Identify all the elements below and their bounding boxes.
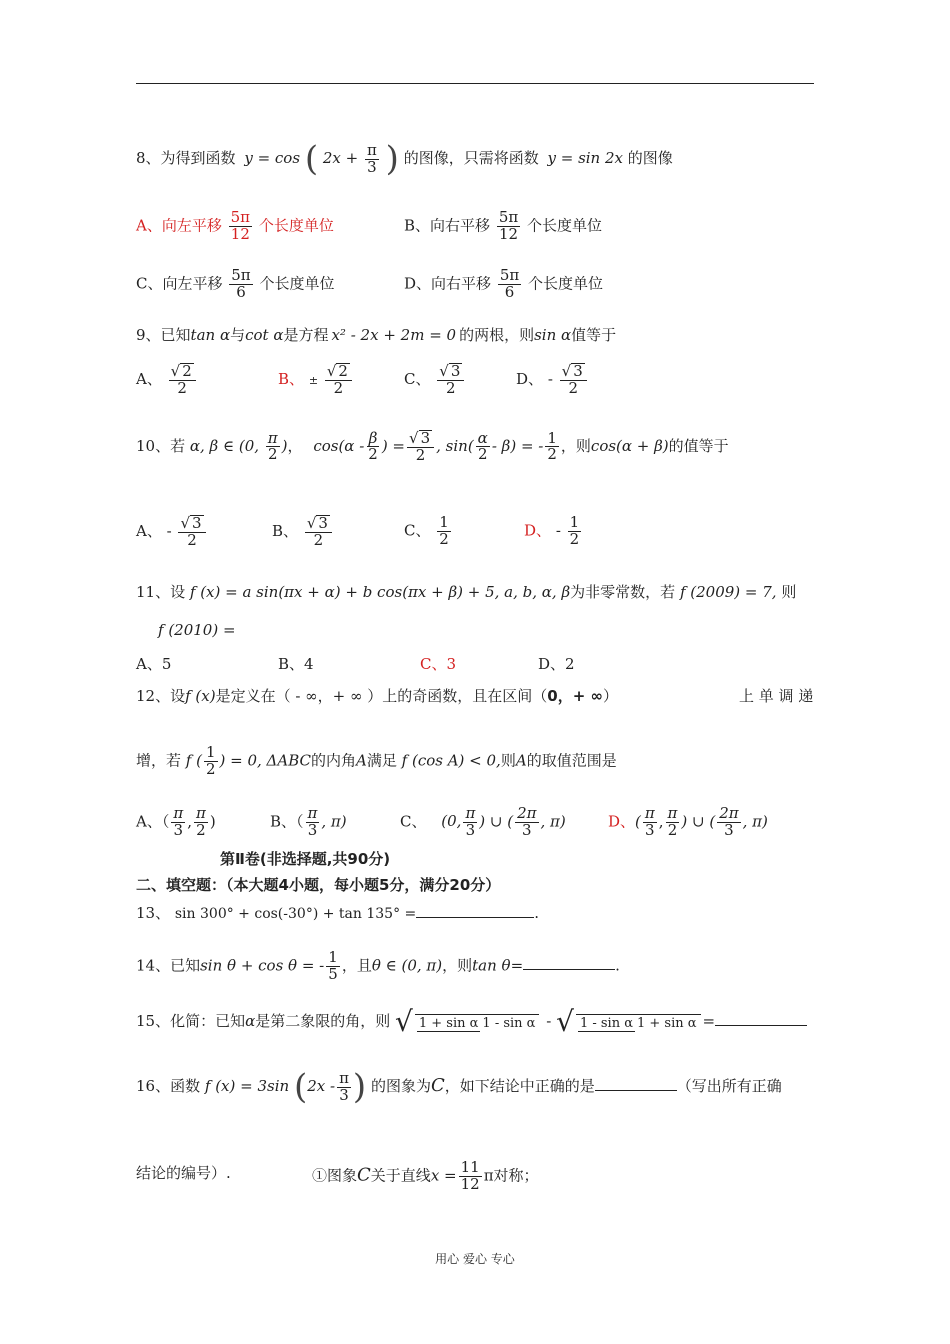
question-8-stem: 8、为得到函数 y = cos ( 2x + $\frac{\pi}{3}$ ) 的图像，只需将函数 y = sin 2x 的图像 [136, 139, 673, 179]
question-11-option-b: B、4 [278, 655, 314, 673]
answer-blank [416, 917, 534, 918]
question-12-option-a: A、（ $\frac{\pi}{3}$ , $\frac{\pi}{2}$ ) [136, 804, 216, 839]
question-12-stem-tail: 上 单 调 递 [739, 687, 814, 705]
question-15: 15、化简：已知α是第二象限的角，则 √ 1 + sin α 1 - sin α - √ 1 - sin α 1 + sin α = [136, 1008, 807, 1036]
question-8-option-c: C、向左平移 $\frac{5\pi}{6}$ 个长度单位 [136, 266, 335, 301]
question-12-stem: 12、设f (x)是定义在（ - ∞，+ ∞ ）上的奇函数，且在区间（0，+ ∞） [136, 687, 619, 705]
question-10-option-a: A、 - $\frac{√ 3}{2}$ [136, 515, 208, 549]
header-rule [136, 83, 814, 84]
function-y-cos: y = cos [244, 149, 301, 167]
question-13: 13、 sin 300° + cos(-30°) + tan 135° = . [136, 904, 540, 922]
question-8-option-d: D、向右平移 $\frac{5\pi}{6}$ 个长度单位 [404, 266, 604, 301]
question-9-option-c: C、 $\frac{√ 3}{2}$ [404, 363, 466, 397]
question-12-option-b: B、（ $\frac{\pi}{3}$ , π) [270, 804, 347, 839]
answer-blank [715, 1025, 807, 1026]
question-16-line2: 结论的编号）. [136, 1164, 231, 1182]
function-y-sin: y = sin 2x [547, 149, 623, 167]
question-9-option-b: B、 ± $\frac{√ 2}{2}$ [278, 363, 354, 397]
section-volume-2-title: 第Ⅱ卷(非选择题,共90分) [220, 850, 391, 868]
question-11-option-d: D、2 [538, 655, 575, 673]
answer-blank [595, 1090, 677, 1091]
question-8-option-b: B、向右平移 $\frac{5\pi}{12}$ 个长度单位 [404, 208, 603, 243]
question-16-stem: 16、函数 f (x) = 3sin (2x - $\frac{\pi}{3}$ ) 的图象为C，如下结论中正确的是 （写出所有正确 [136, 1067, 782, 1107]
question-10-option-b: B、 $\frac{√ 3}{2}$ [272, 515, 334, 549]
page-footer: 用心 爱心 专心 [435, 1252, 515, 1266]
answer-blank [523, 969, 615, 970]
question-12-option-c: C、 (0, $\frac{\pi}{3}$ ) ∪ ( $\frac{2\pi}{3}$ , π) [400, 804, 566, 839]
question-11-f2010: f (2010) = [158, 621, 236, 639]
fraction-pi-over-3: $\frac{\pi}{3}$ [367, 140, 377, 176]
section-fill-in-title: 二、填空题：（本大题4小题，每小题5分，满分20分） [136, 876, 501, 894]
question-9-stem: 9、已知tan α与cot α是方程 x² - 2x + 2m = 0 的两根，则sin α值等于 [136, 326, 617, 344]
question-11-option-c: C、3 [420, 655, 457, 673]
question-9-option-a: A、 $\frac{√ 2}{2}$ [136, 363, 198, 397]
question-10-option-d: D、 - $\frac{1}{2}$ [524, 513, 580, 548]
question-11-stem: 11、设 f (x) = a sin(πx + α) + b cos(πx + β) + 5, a, b, α, β为非零常数，若 f (2009) = 7, 则 [136, 583, 797, 601]
question-11-option-a: A、5 [136, 655, 172, 673]
question-16-item-1: ①图象C关于直线x = $\frac{11}{12}$ π对称； [312, 1158, 539, 1193]
question-10-option-c: C、 $\frac{1}{2}$ [404, 513, 449, 548]
question-14: 14、已知sin θ + cos θ = - $\frac{1}{5}$ ，且θ ∈ (0, π)，则tan θ= . [136, 948, 620, 983]
question-8-option-a: A、向左平移 $\frac{5\pi}{12}$ 个长度单位 [136, 208, 334, 243]
question-12-condition: 增，若 f ( $\frac{1}{2}$ ) = 0, ΔABC的内角A满足 f (cos A) < 0,则A的取值范围是 [136, 743, 617, 778]
question-9-option-d: D、 - $\frac{√ 3}{2}$ [516, 363, 589, 397]
question-12-option-d: D、( $\frac{\pi}{3}$ , $\frac{\pi}{2}$ ) ∪ ( $\frac{2\pi}{3}$ , π) [608, 804, 768, 839]
question-10-stem: 10、若 α, β ∈ (0, $\frac{\pi}{2}$ )， cos(α - $\frac{\beta}{2}$ ) = $\frac{√ 3}{2}$ , sin( $\frac{\alpha}{2}$ - β) = - $\frac{1}{2}$ ，则cos(α + β)的值等于 [136, 428, 729, 464]
